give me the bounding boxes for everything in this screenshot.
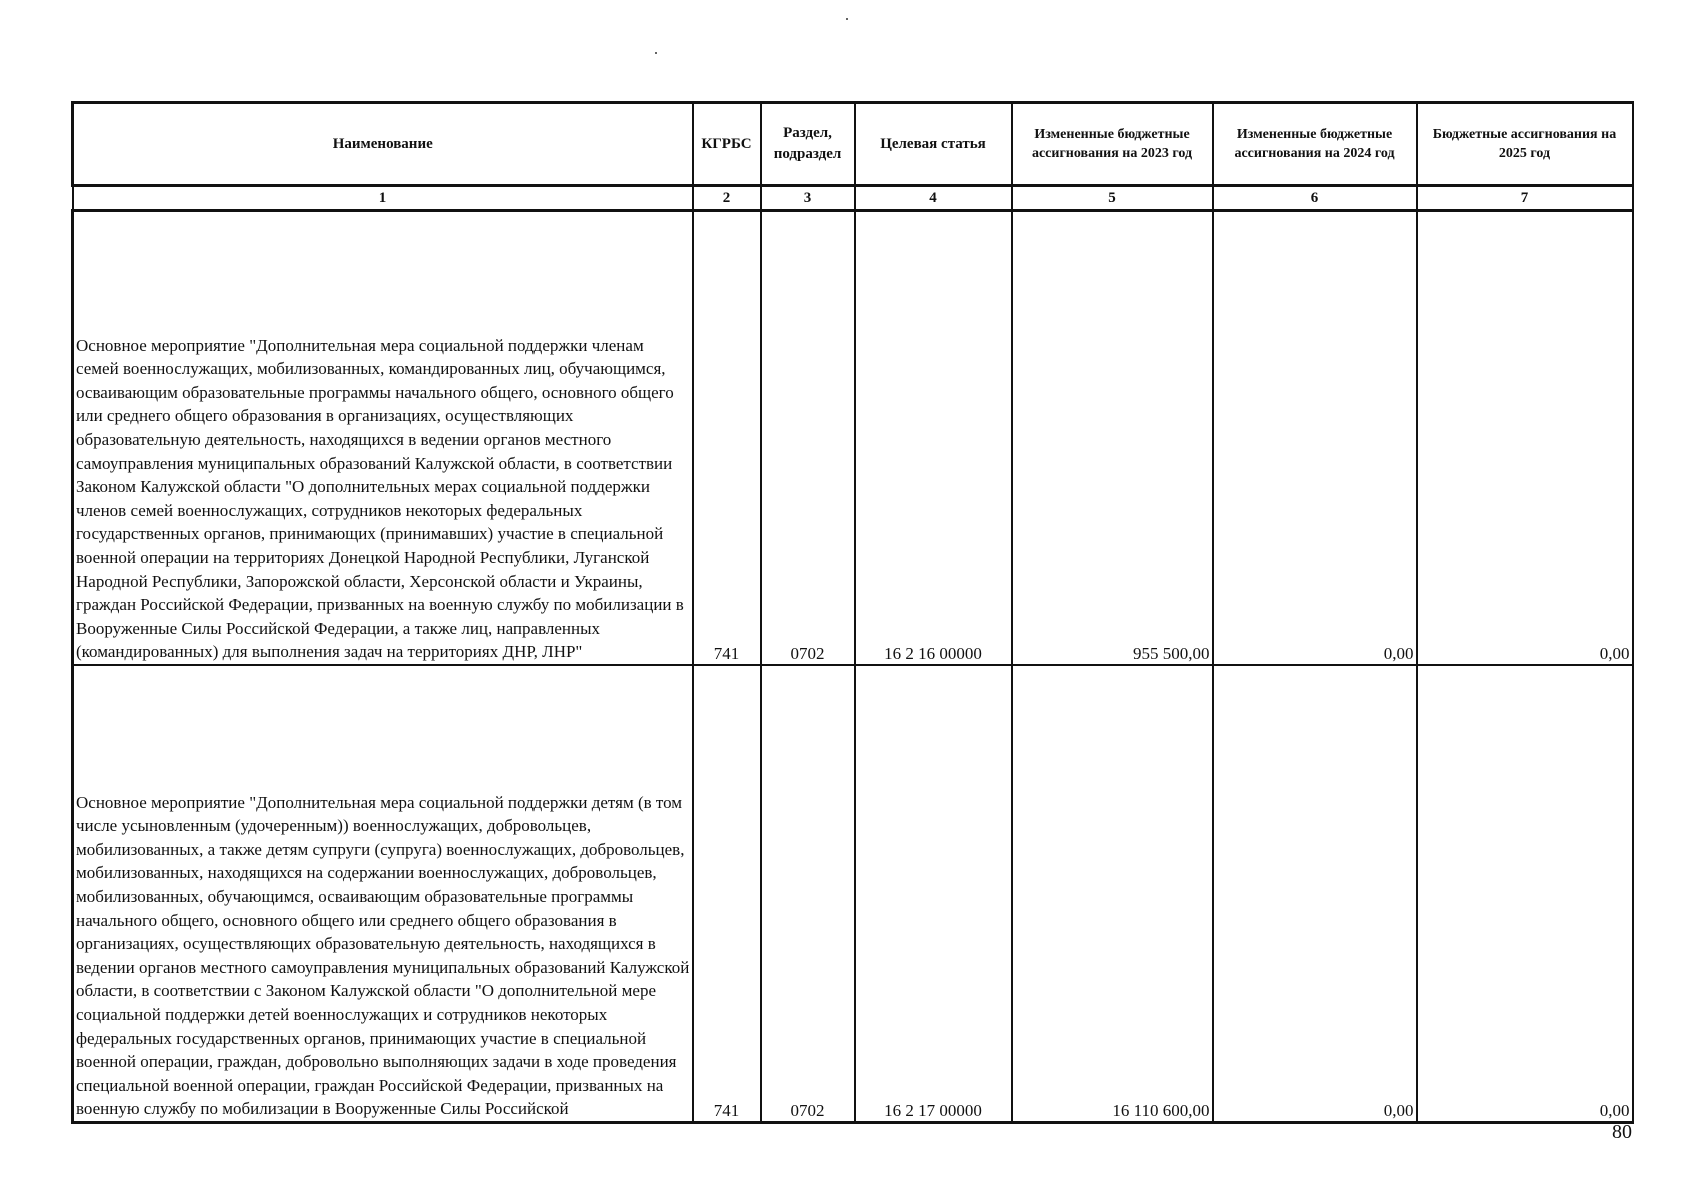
scan-speck xyxy=(655,52,657,54)
header-2025: Бюджетные ассигнования на 2025 год xyxy=(1417,103,1633,186)
budget-table xyxy=(71,101,1634,1124)
column-number-row xyxy=(73,186,1633,211)
column-number: 6 xyxy=(1213,186,1417,211)
header-section: Раздел, подраздел xyxy=(761,103,855,186)
row-2024: 0,00 xyxy=(1213,211,1417,666)
header-row xyxy=(73,103,1633,186)
row-name: Основное мероприятие "Дополнительная мера социальной поддержки детям (в том числе усыновленным (удочеренным)) военнослужащих, добровольцев, мобилизованных, а также детям супруги (супруга) военнослужащих, добровольцев, мобилизованных, находящихся на содержании военнослужащих, добровольцев, мобилизованных, обучающимся, осваивающим образовательные программы начального общего, основного общего или среднего общего образования в организациях, осуществляющих образовательную деятельность, находящихся в ведении органов местного самоуправления муниципальных образований Калужской области, в соответствии с Законом Калужской области "О дополнительной мере социальной поддержки детей военнослужащих и сотрудников некоторых федеральных государственных органов, принимающих участие в специальной военной операции, граждан, добровольно выполняющих задачи в ходе проведения специальной военной операции, граждан Российской Федерации, призванных на военную службу по мобилизации в Вооруженные Силы Российской xyxy=(73,665,693,1123)
row-2023: 16 110 600,00 xyxy=(1012,665,1213,1123)
row-2025: 0,00 xyxy=(1417,665,1633,1123)
row-target: 16 2 16 00000 xyxy=(855,211,1012,666)
table-row xyxy=(73,211,1633,666)
row-2023: 955 500,00 xyxy=(1012,211,1213,666)
row-target: 16 2 17 00000 xyxy=(855,665,1012,1123)
row-kgrbs: 741 xyxy=(693,665,761,1123)
row-section: 0702 xyxy=(761,665,855,1123)
column-number: 2 xyxy=(693,186,761,211)
column-number: 7 xyxy=(1417,186,1633,211)
header-kgrbs: КГРБС xyxy=(693,103,761,186)
page-number: 80 xyxy=(1612,1121,1632,1143)
table-row xyxy=(73,665,1633,1123)
row-section: 0702 xyxy=(761,211,855,666)
column-number: 3 xyxy=(761,186,855,211)
header-2024: Измененные бюджетные ассигнования на 2024 год xyxy=(1213,103,1417,186)
header-2023: Измененные бюджетные ассигнования на 2023 год xyxy=(1012,103,1213,186)
row-kgrbs: 741 xyxy=(693,211,761,666)
row-2025: 0,00 xyxy=(1417,211,1633,666)
scan-speck xyxy=(846,18,848,20)
column-number: 4 xyxy=(855,186,1012,211)
header-name: Наименование xyxy=(73,103,693,186)
row-name: Основное мероприятие "Дополнительная мера социальной поддержки членам семей военнослужащих, мобилизованных, командированных лиц, обучающимся, осваивающим образовательные программы начального общего, основного общего или среднего общего образования в организациях, осуществляющих образовательную деятельность, находящихся в ведении органов местного самоуправления муниципальных образований Калужской области, в соответствии Законом Калужской области "О дополнительных мерах социальной поддержки членов семей военнослужащих, сотрудников некоторых федеральных государственных органов, принимающих (принимавших) участие в специальной военной операции на территориях Донецкой Народной Республики, Луганской Народной Республики, Запорожской области, Херсонской области и Украины, граждан Российской Федерации, призванных на военную службу по мобилизации в Вооруженные Силы Российской Федерации, а также лиц, направленных (командированных) для выполнения задач на территориях ДНР, ЛНР" xyxy=(73,211,693,666)
column-number: 1 xyxy=(73,186,693,211)
header-target: Целевая статья xyxy=(855,103,1012,186)
column-number: 5 xyxy=(1012,186,1213,211)
row-2024: 0,00 xyxy=(1213,665,1417,1123)
